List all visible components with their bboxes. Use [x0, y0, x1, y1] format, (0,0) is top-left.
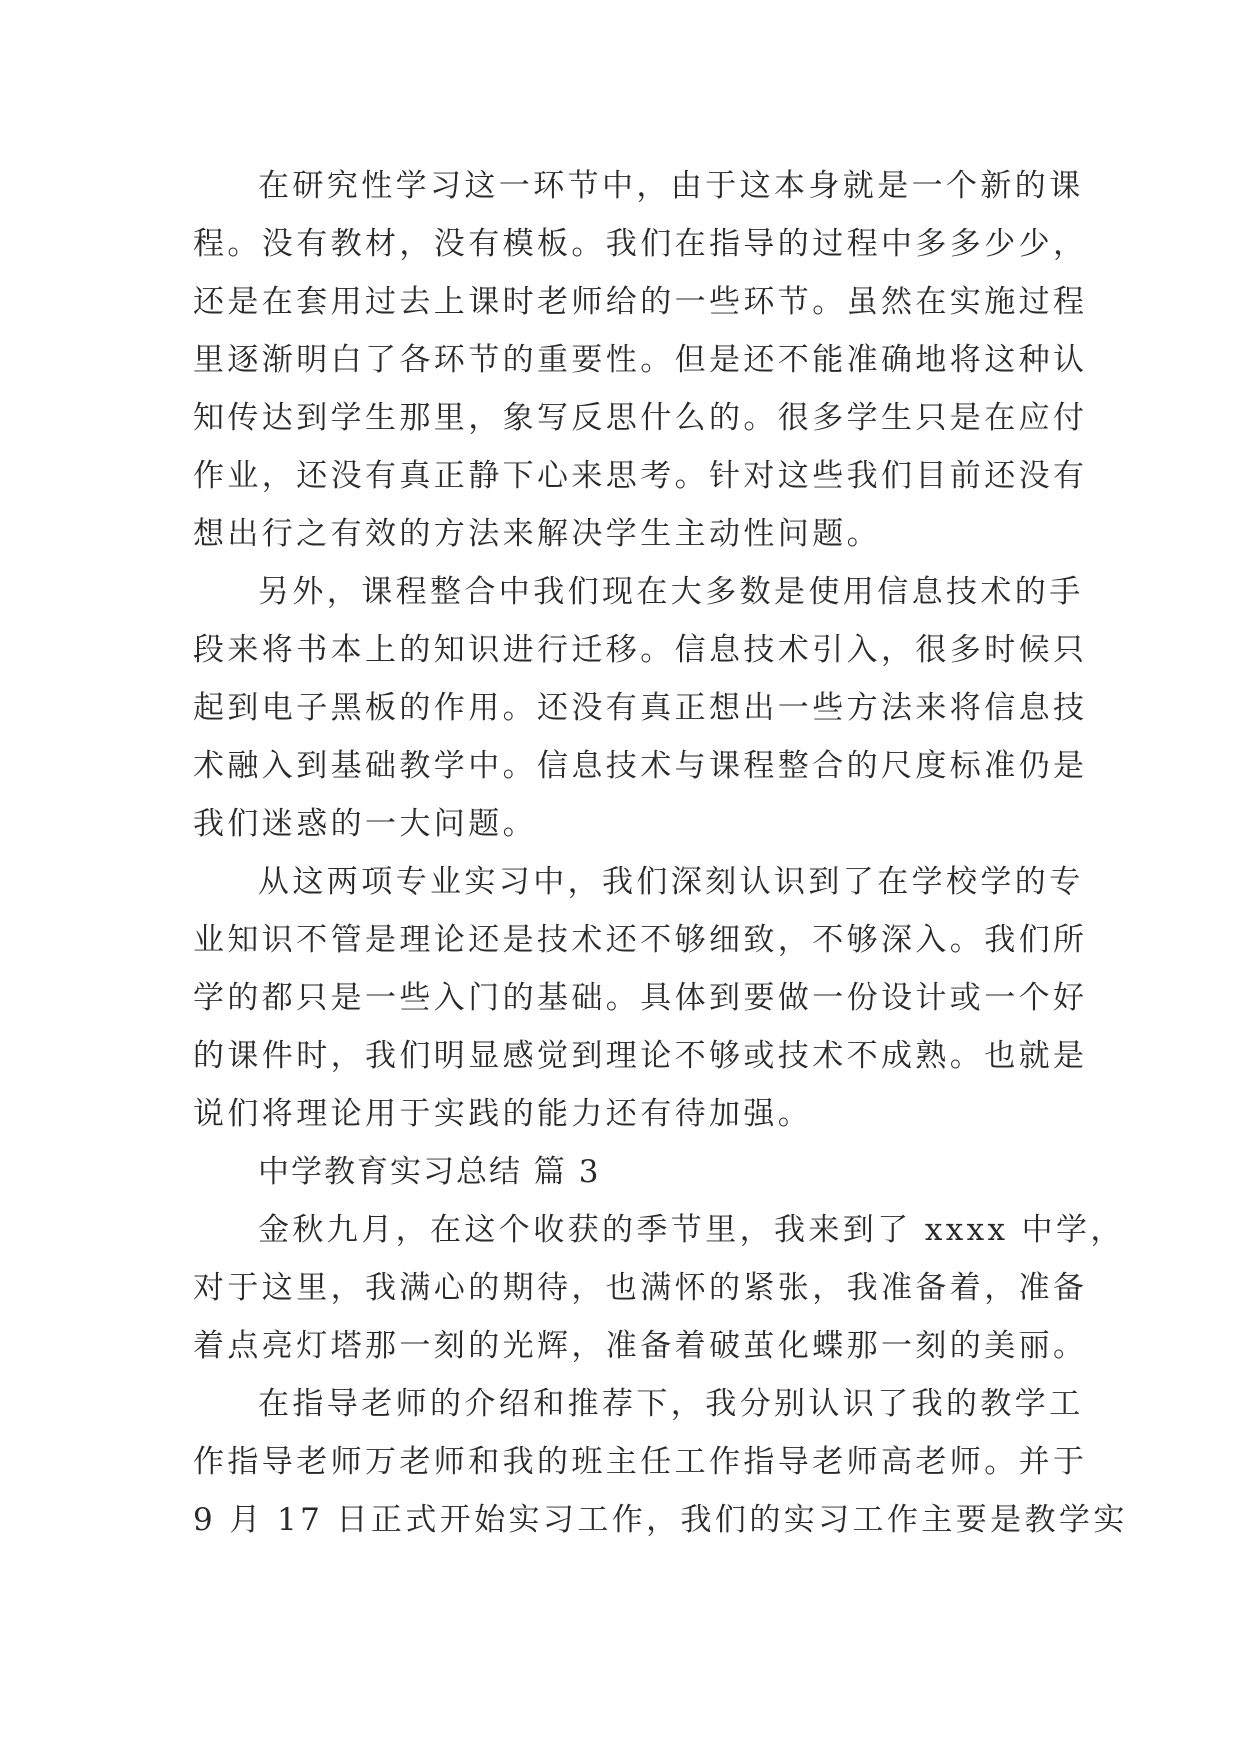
paragraph-2-line-5: 我们迷惑的一大问题。	[193, 806, 537, 842]
paragraph-5-line-3: 9 月 17 日正式开始实习工作，我们的实习工作主要是教学实	[193, 1502, 1128, 1538]
paragraph-1-line-4: 里逐渐明白了各环节的重要性。但是还不能准确地将这种认	[193, 342, 1088, 378]
paragraph-2-line-3: 起到电子黑板的作用。还没有真正想出一些方法来将信息技	[193, 690, 1088, 726]
paragraph-5-line-1: 在指导老师的介绍和推荐下，我分别认识了我的教学工	[258, 1386, 1084, 1422]
paragraph-1-line-7: 想出行之有效的方法来解决学生主动性问题。	[193, 516, 881, 552]
paragraph-3-line-2: 业知识不管是理论还是技术还不够细致，不够深入。我们所	[193, 922, 1088, 958]
paragraph-1-line-5: 知传达到学生那里，象写反思什么的。很多学生只是在应付	[193, 400, 1088, 436]
paragraph-3-line-4: 的课件时，我们明显感觉到理论不够或技术不成熟。也就是	[193, 1038, 1088, 1074]
paragraph-1-line-3: 还是在套用过去上课时老师给的一些环节。虽然在实施过程	[193, 284, 1088, 320]
paragraph-3-line-1: 从这两项专业实习中，我们深刻认识到了在学校学的专	[258, 864, 1084, 900]
paragraph-4-line-2: 对于这里，我满心的期待，也满怀的紧张，我准备着，准备	[193, 1270, 1088, 1306]
paragraph-3-line-3: 学的都只是一些入门的基础。具体到要做一份设计或一个好	[193, 980, 1088, 1016]
paragraph-1-line-6: 作业，还没有真正静下心来思考。针对这些我们目前还没有	[193, 458, 1088, 494]
paragraph-1-line-1: 在研究性学习这一环节中，由于这本身就是一个新的课	[258, 168, 1084, 204]
paragraph-5-line-2: 作指导老师万老师和我的班主任工作指导老师高老师。并于	[193, 1444, 1088, 1480]
paragraph-3-line-5: 说们将理论用于实践的能力还有待加强。	[193, 1096, 813, 1132]
paragraph-2-line-4: 术融入到基础教学中。信息技术与课程整合的尺度标准仍是	[193, 748, 1088, 784]
paragraph-1-line-2: 程。没有教材，没有模板。我们在指导的过程中多多少少，	[193, 226, 1088, 262]
paragraph-4-line-1: 金秋九月，在这个收获的季节里，我来到了 xxxx 中学，	[258, 1212, 1125, 1248]
section-heading: 中学教育实习总结 篇 3	[258, 1154, 601, 1190]
paragraph-2-line-2: 段来将书本上的知识进行迁移。信息技术引入，很多时候只	[193, 632, 1088, 668]
paragraph-2-line-1: 另外，课程整合中我们现在大多数是使用信息技术的手	[258, 574, 1084, 610]
paragraph-4-line-3: 着点亮灯塔那一刻的光辉，准备着破茧化蝶那一刻的美丽。	[193, 1328, 1088, 1364]
